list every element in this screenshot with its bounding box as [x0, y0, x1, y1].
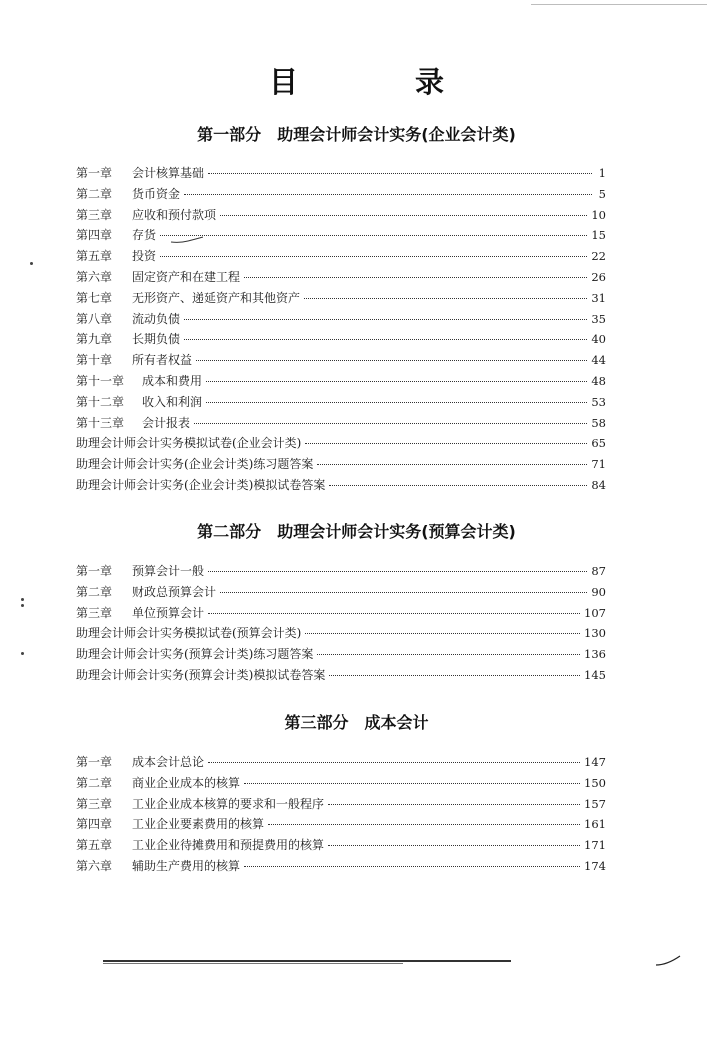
toc-page-number: 1: [598, 166, 606, 180]
toc-entry-title: 投资: [132, 249, 157, 264]
toc-page-number: 48: [591, 373, 606, 388]
dot-leader: [184, 319, 587, 320]
toc-chapter-number: 第七章: [76, 290, 113, 305]
part-1-toc: [76, 163, 606, 496]
toc-chapter-number: 第五章: [76, 838, 113, 853]
toc-chapter-number: 第五章: [76, 249, 113, 264]
part-3-heading: [0, 710, 713, 733]
dot-leader: [305, 443, 587, 444]
toc-page-number: 171: [584, 838, 606, 853]
toc-chapter-number: 第十二章: [76, 394, 125, 409]
toc-entry: [76, 773, 606, 794]
toc-page-number: 15: [591, 228, 606, 243]
toc-entry-title: 会计核算基础: [132, 166, 205, 180]
margin-dot: [30, 262, 33, 265]
toc-chapter-number: 第二章: [76, 186, 113, 201]
part-3-toc: [76, 752, 606, 877]
toc-entry: [76, 163, 606, 184]
pen-stroke-mark: [655, 955, 681, 967]
toc-page-number: 147: [584, 755, 606, 769]
toc-entry-title: 助理会计师会计实务(预算会计类)练习题答案: [76, 647, 314, 662]
toc-entry-title: 助理会计师会计实务模拟试卷(预算会计类): [76, 626, 302, 641]
toc-page-number: 174: [584, 858, 606, 873]
toc-entry: [76, 835, 606, 856]
toc-page-number: 145: [584, 667, 606, 682]
toc-page-number: 31: [591, 290, 606, 305]
toc-entry: [76, 392, 606, 413]
toc-page-number: 35: [591, 311, 606, 326]
dot-leader: [208, 762, 580, 763]
toc-entry: [76, 350, 606, 371]
part-1-heading: [0, 122, 713, 145]
toc-entry: [76, 623, 606, 644]
toc-entry: [76, 561, 606, 582]
part-1-title: 助理会计师会计实务(企业会计类): [277, 125, 516, 144]
toc-entry: [76, 413, 606, 434]
toc-entry-title: 工业企业要素费用的核算: [132, 817, 265, 832]
toc-page-number: 26: [591, 269, 606, 284]
toc-entry: [76, 246, 606, 267]
toc-chapter-number: 第四章: [76, 817, 113, 832]
toc-entry-title: 流动负债: [132, 311, 181, 326]
toc-entry-title: 成本会计总论: [132, 755, 205, 769]
part-2-heading: [0, 519, 713, 542]
toc-entry-title: 无形资产、递延资产和其他资产: [132, 290, 301, 305]
toc-entry-title: 长期负债: [132, 332, 181, 347]
toc-page-number: 5: [598, 186, 606, 201]
toc-page-number: 65: [591, 436, 606, 451]
toc-page-number: 150: [584, 775, 606, 790]
dot-leader: [184, 194, 592, 195]
toc-entry: [76, 814, 606, 835]
pen-squiggle-mark: [170, 236, 204, 244]
toc-entry-title: 成本和费用: [142, 373, 203, 388]
dot-leader: [194, 423, 587, 424]
toc-chapter-number: 第一章: [76, 755, 113, 769]
toc-entry: [76, 371, 606, 392]
toc-entry-title: 收入和利润: [142, 394, 203, 409]
toc-chapter-number: 第六章: [76, 858, 113, 873]
toc-entry-title: 商业企业成本的核算: [132, 775, 241, 790]
toc-page-number: 136: [584, 647, 606, 662]
margin-dot: [21, 604, 24, 607]
dot-leader: [305, 633, 580, 634]
dot-leader: [244, 783, 580, 784]
bottom-rule-shadow: [103, 963, 403, 964]
dot-leader: [329, 675, 580, 676]
toc-chapter-number: 第八章: [76, 311, 113, 326]
toc-chapter-number: 第六章: [76, 269, 113, 284]
part-3-title: 成本会计: [364, 713, 429, 732]
toc-entry-title: 工业企业待摊费用和预提费用的核算: [132, 838, 325, 853]
dot-leader: [196, 360, 587, 361]
toc-entry: [76, 433, 606, 454]
dot-leader: [206, 402, 587, 403]
toc-entry: [76, 603, 606, 624]
toc-entry-title: 财政总预算会计: [132, 584, 217, 599]
dot-leader: [206, 381, 587, 382]
part-2-title: 助理会计师会计实务(预算会计类): [277, 522, 516, 541]
toc-chapter-number: 第一章: [76, 166, 113, 180]
toc-entry-title: 所有者权益: [132, 353, 193, 368]
toc-entry-title: 固定资产和在建工程: [132, 269, 241, 284]
toc-entry-title: 单位预算会计: [132, 605, 205, 620]
toc-page-number: 161: [584, 817, 606, 832]
toc-chapter-number: 第十章: [76, 353, 113, 368]
toc-entry-title: 助理会计师会计实务(企业会计类)练习题答案: [76, 457, 314, 472]
toc-page-number: 84: [591, 477, 606, 492]
toc-page-number: 22: [591, 249, 606, 264]
toc-page-number: 71: [591, 457, 606, 472]
toc-page-number: 90: [591, 584, 606, 599]
margin-dot: [21, 598, 24, 601]
toc-entry-title: 预算会计一般: [132, 564, 205, 578]
toc-chapter-number: 第二章: [76, 584, 113, 599]
dot-leader: [317, 654, 580, 655]
toc-entry: [76, 644, 606, 665]
toc-entry-title: 应收和预付款项: [132, 207, 217, 222]
dot-leader: [317, 464, 587, 465]
toc-entry: [76, 475, 606, 496]
toc-chapter-number: 第十三章: [76, 415, 125, 430]
dot-leader: [208, 173, 592, 174]
dot-leader: [304, 298, 587, 299]
toc-entry: [76, 184, 606, 205]
toc-entry: [76, 309, 606, 330]
toc-entry: [76, 288, 606, 309]
page-title: 目 录: [268, 65, 488, 99]
toc-entry: [76, 205, 606, 226]
toc-page-number: 10: [591, 207, 606, 222]
toc-page-number: 44: [591, 353, 606, 368]
part-2-label: 第二部分: [197, 522, 262, 541]
toc-entry: [76, 794, 606, 815]
toc-entry-title: 会计报表: [142, 415, 191, 430]
margin-dot: [21, 652, 24, 655]
toc-entry: [76, 665, 606, 686]
toc-chapter-number: 第三章: [76, 796, 113, 811]
toc-page-number: 87: [591, 564, 606, 578]
toc-chapter-number: 第一章: [76, 564, 113, 578]
toc-page-number: 58: [591, 415, 606, 430]
toc-entry: [76, 856, 606, 877]
dot-leader: [328, 845, 580, 846]
dot-leader: [244, 277, 587, 278]
toc-entry-title: 存货: [132, 228, 157, 243]
dot-leader: [220, 592, 587, 593]
toc-entry: [76, 454, 606, 475]
dot-leader: [160, 256, 587, 257]
toc-entry: [76, 329, 606, 350]
dot-leader: [208, 613, 580, 614]
toc-entry-title: 助理会计师会计实务模拟试卷(企业会计类): [76, 436, 302, 451]
toc-page-number: 107: [584, 605, 606, 620]
toc-chapter-number: 第二章: [76, 775, 113, 790]
toc-page-number: 53: [591, 394, 606, 409]
toc-entry-title: 辅助生产费用的核算: [132, 858, 241, 873]
toc-chapter-number: 第三章: [76, 207, 113, 222]
toc-entry-title: 助理会计师会计实务(企业会计类)模拟试卷答案: [76, 477, 326, 492]
toc-chapter-number: 第九章: [76, 332, 113, 347]
toc-chapter-number: 第四章: [76, 228, 113, 243]
dot-leader: [244, 866, 580, 867]
toc-entry-title: 工业企业成本核算的要求和一般程序: [132, 796, 325, 811]
toc-page-number: 130: [584, 626, 606, 641]
dot-leader: [208, 571, 587, 572]
dot-leader: [328, 804, 580, 805]
toc-entry: [76, 752, 606, 773]
toc-chapter-number: 第十一章: [76, 373, 125, 388]
part-1-label: 第一部分: [197, 125, 262, 144]
toc-entry-title: 助理会计师会计实务(预算会计类)模拟试卷答案: [76, 667, 326, 682]
part-2-toc: [76, 561, 606, 686]
dot-leader: [220, 215, 587, 216]
toc-entry: [76, 267, 606, 288]
bottom-rule: [103, 960, 511, 962]
toc-entry-title: 货币资金: [132, 186, 181, 201]
dot-leader: [268, 824, 580, 825]
toc-entry: [76, 225, 606, 246]
dot-leader: [184, 339, 587, 340]
toc-entry: [76, 582, 606, 603]
part-3-label: 第三部分: [284, 713, 349, 732]
toc-chapter-number: 第三章: [76, 605, 113, 620]
dot-leader: [160, 235, 587, 236]
dot-leader: [329, 485, 587, 486]
toc-page-number: 40: [591, 332, 606, 347]
toc-page-number: 157: [584, 796, 606, 811]
scan-edge-line: [531, 4, 707, 5]
